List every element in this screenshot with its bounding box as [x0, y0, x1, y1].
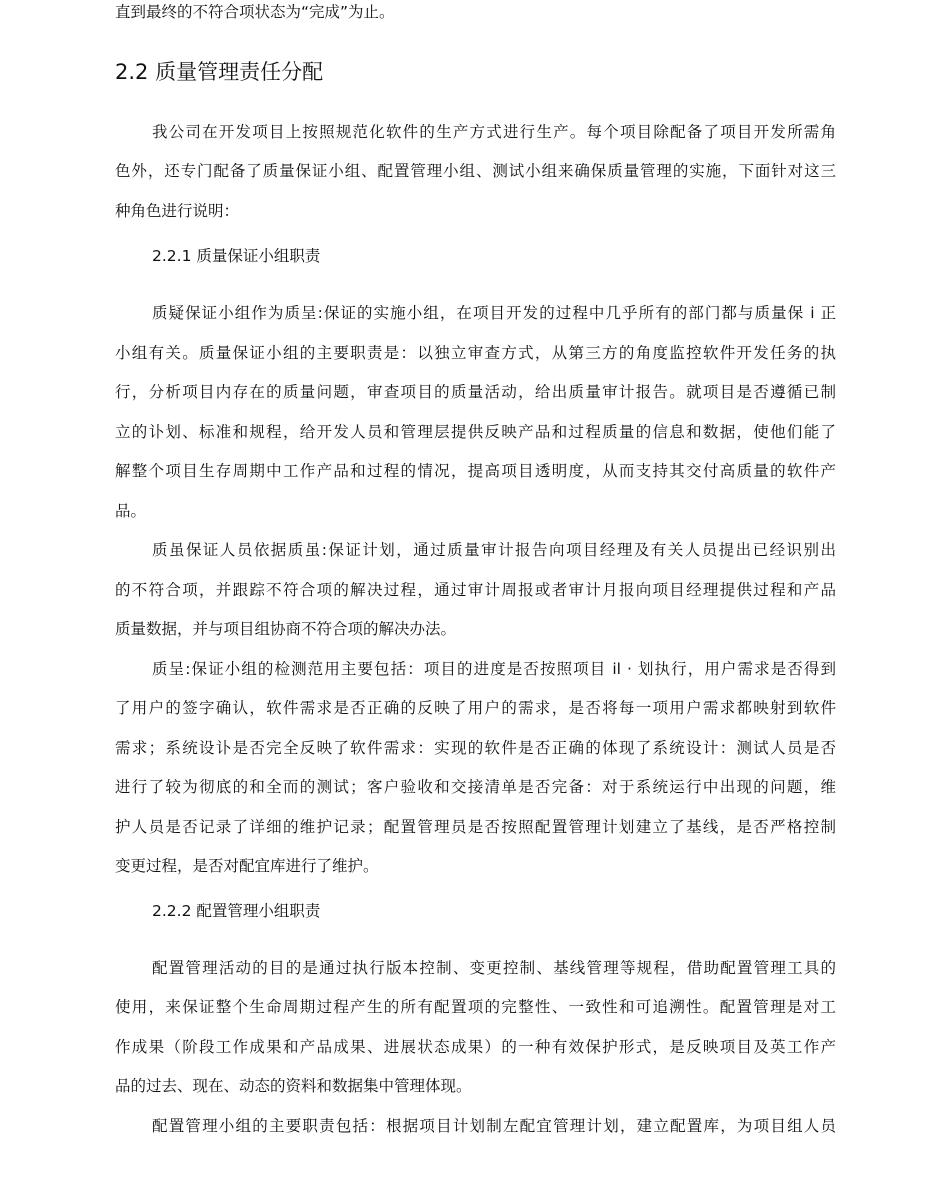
subsection-heading-2-2-2: 2.2.2 配置管理小组职责 — [152, 902, 321, 920]
paragraph-line: 品的过去、现在、动态的资料和数据集中管理体现。 — [115, 1077, 472, 1095]
paragraph-line: 小组有关。质量保证小组的主要职责是：以独立审查方式，从第三方的角度监控软件开发任务的执 — [115, 344, 836, 362]
paragraph-line: 质量数据，并与项目组协商不符合项的解决办法。 — [115, 620, 457, 638]
paragraph-line: 质疑保证小组作为质呈:保证的实施小组，在项目开发的过程中几乎所有的部门都与质量保 i 正 — [152, 304, 836, 322]
paragraph-line: 变更过程，是否对配宜库进行了维护。 — [115, 857, 379, 875]
paragraph-line: 的不符合项，并跟踪不符合项的解决过程，通过审计周报或者审计月报向项目经理提供过程和产品 — [115, 581, 836, 599]
paragraph-line: 配置管理活动的目的是通过执行版本控制、变更控制、基线管理等规程，借助配置管理工具的 — [152, 959, 836, 977]
subsection-heading-2-2-1: 2.2.1 质量保证小组职责 — [152, 247, 321, 265]
paragraph-line: 立的讣划、标准和规程，给开发人员和管理层提供反映产品和过程质量的信息和数据，使他们能了 — [115, 423, 836, 441]
paragraph-line: 需求；系统设讣是否完全反映了软件需求：实现的软件是否正确的体现了系统设计：测试人员是否 — [115, 739, 836, 757]
paragraph-line: 护人员是否记录了详细的维护记录；配置管理员是否按照配置管理计划建立了基线，是否严格控制 — [115, 818, 836, 836]
paragraph-line: 质呈:保证小组的检测范用主要包括：项目的进度是否按照项目 il · 划执行，用户需求是否得到 — [152, 660, 836, 678]
paragraph-line: 质虽保证人员依据质虽:保证计划，通过质量审计报告向项目经理及有关人员提出已经识别出 — [152, 541, 836, 559]
paragraph-line: 行，分析项目内存在的质量问题，审查项目的质量活动，给出质量审计报告。就项目是否遵循已制 — [115, 383, 836, 401]
paragraph-line: 作成果（阶段工作成果和产品成果、进展状态成果）的一种有效保护形式，是反映项目及英工作产 — [115, 1038, 836, 1056]
paragraph-line: 了用户的签字确认，软件需求是否正确的反映了用户的需求，是否将每一项用户需求都映射到软件 — [115, 699, 836, 717]
paragraph-line: 种角色进行说明： — [115, 202, 240, 220]
text-line: 直到最终的不符合项状态为“完成”为止。 — [115, 3, 395, 21]
paragraph-line: 配置管理小组的主要职责包括：根据项目计划制左配宜管理计划，建立配置库，为项目组人员 — [152, 1117, 836, 1135]
paragraph-line: 品。 — [115, 502, 147, 520]
paragraph-line: 进行了较为彻底的和全而的测试；客户验收和交接清单是否完备：对于系统运行中出现的问题，维 — [115, 778, 836, 796]
section-heading-2-2: 2.2 质量管理责任分配 — [115, 60, 324, 84]
paragraph-line: 使用，来保证整个生命周期过程产生的所有配置项的完整性、一致性和可追溯性。配置管理是对工 — [115, 998, 836, 1016]
paragraph-line: 我公司在开发项目上按照规范化软件的生产方式进行生产。每个项目除配备了项目开发所需角 — [152, 123, 836, 141]
paragraph-line: 色外，还专门配备了质量保证小组、配置管理小组、测试小组来确保质量管理的实施，下面针对这三 — [115, 162, 836, 180]
paragraph-line: 解整个项目生存周期中工作产品和过程的情况，提高项目透明度，从而支持其交付高质量的软件产 — [115, 462, 836, 480]
